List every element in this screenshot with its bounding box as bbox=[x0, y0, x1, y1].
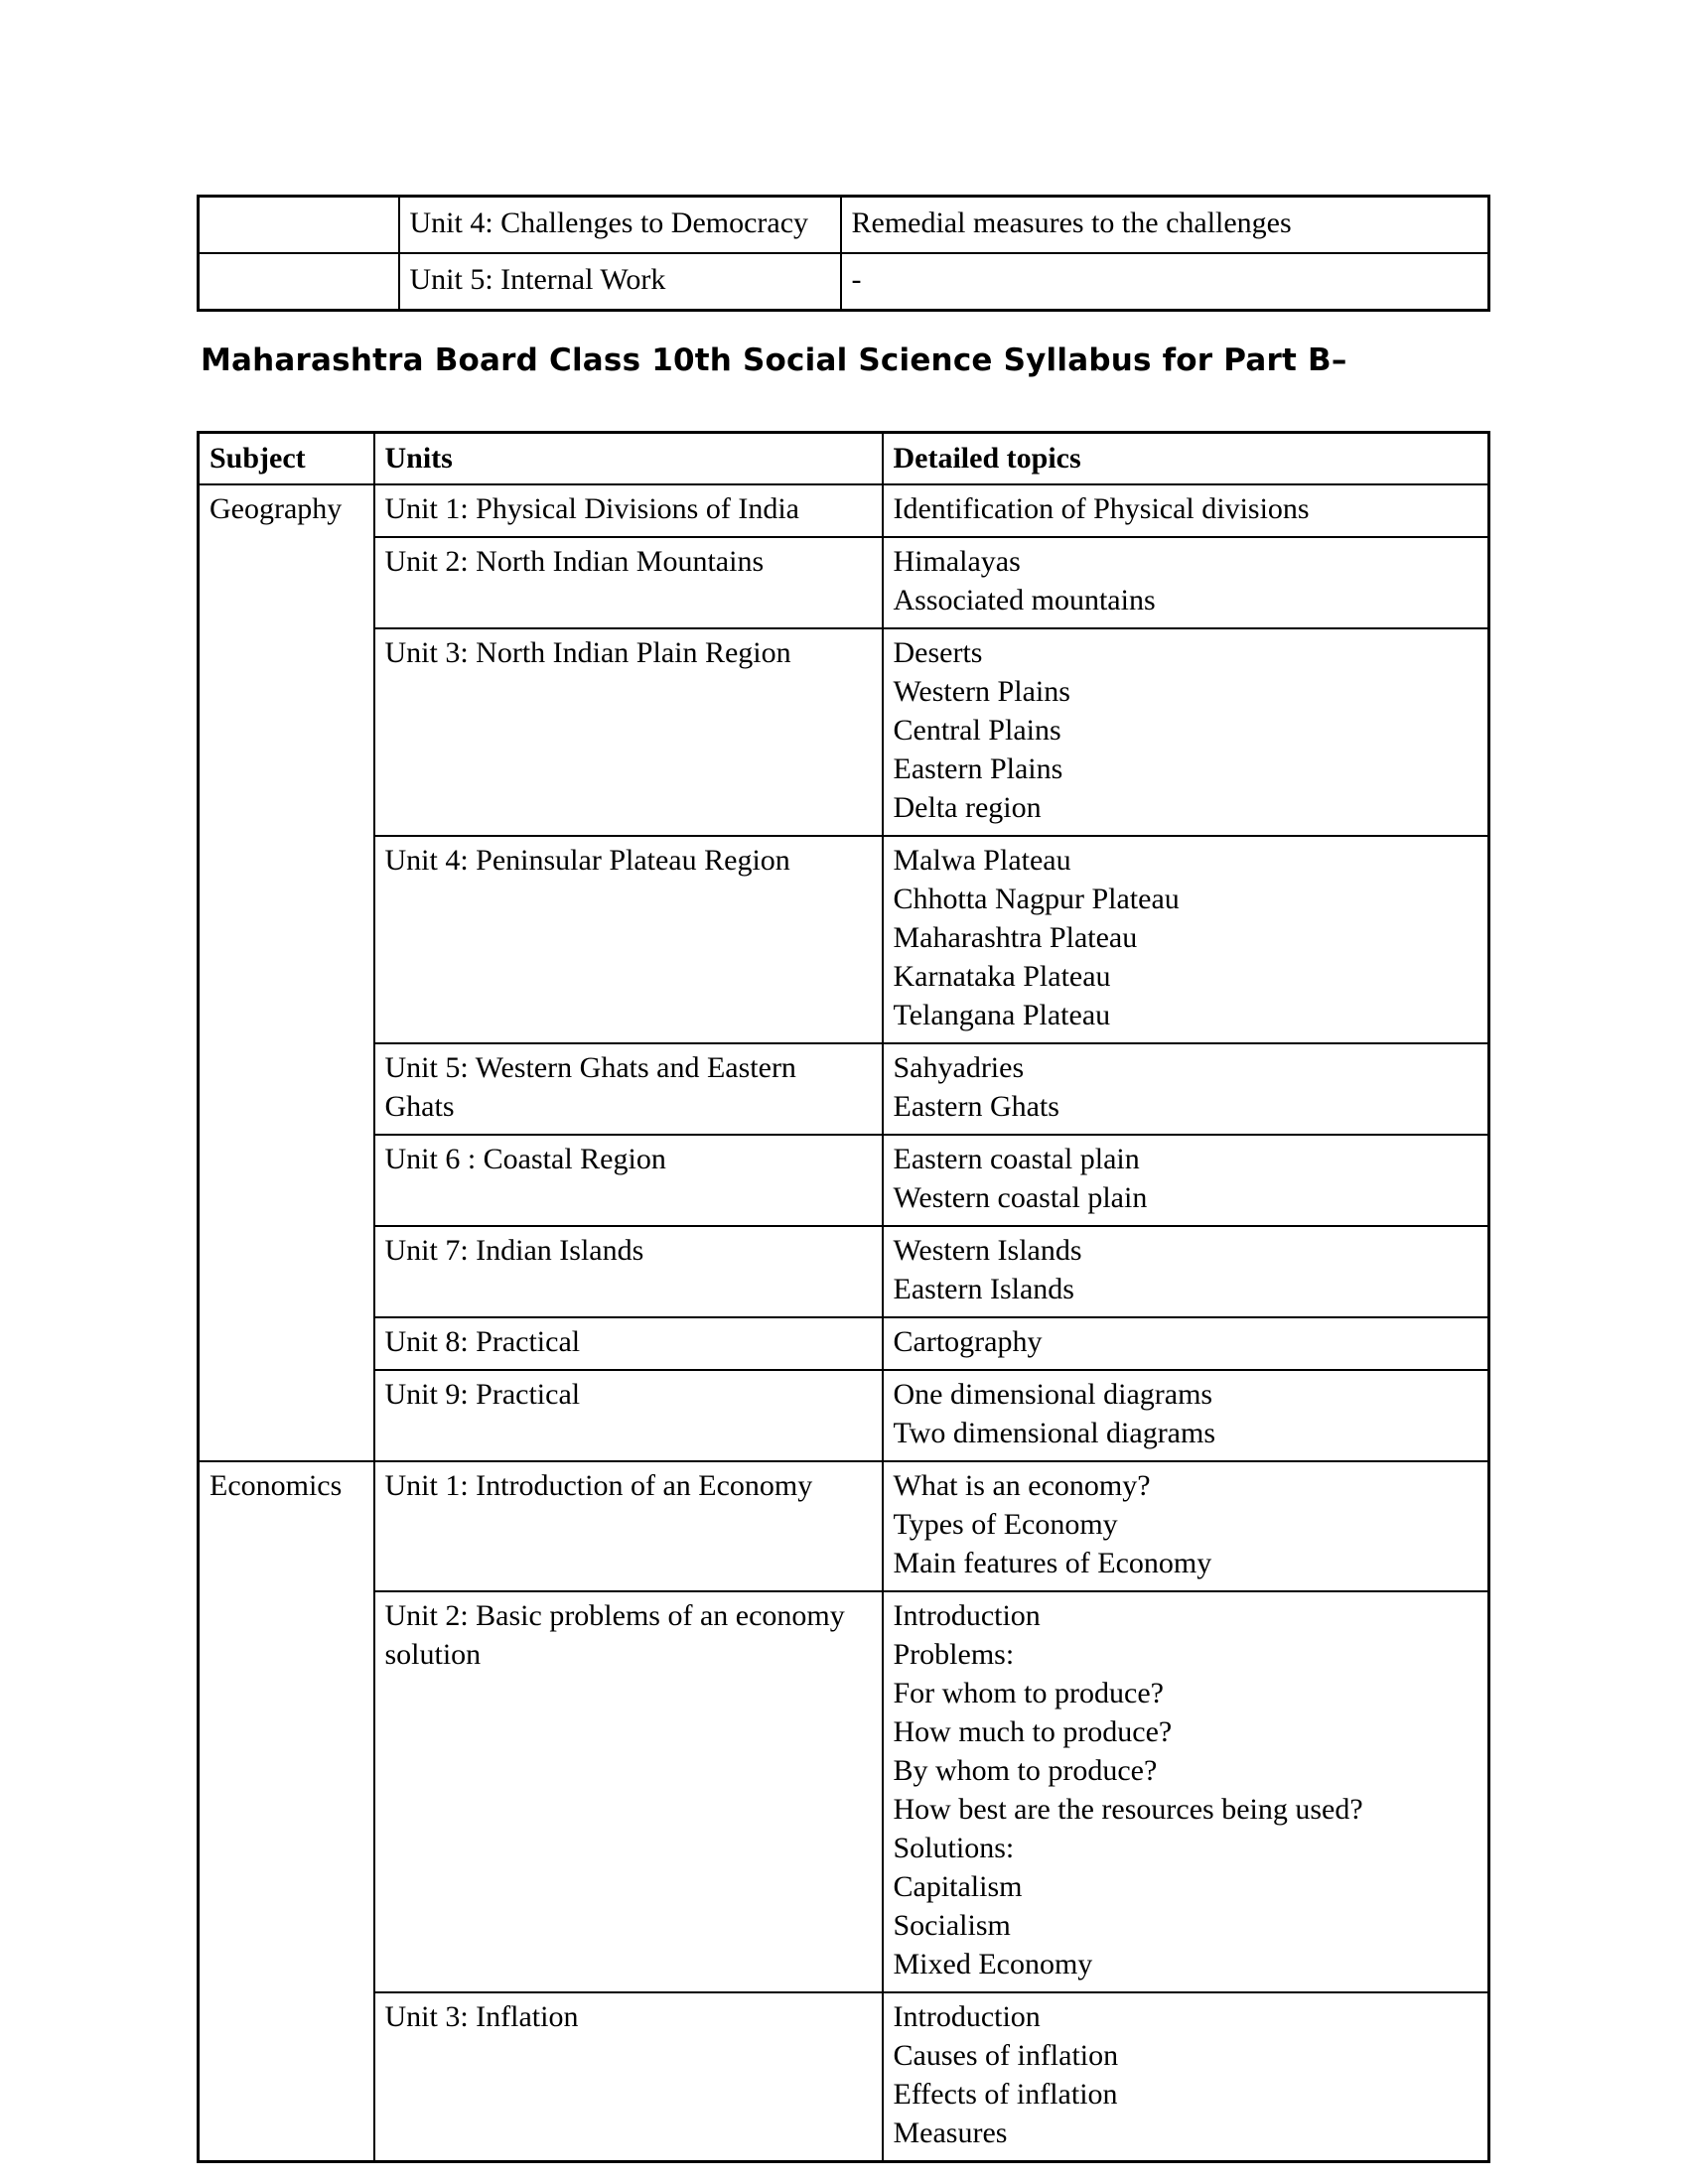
topic-line: How best are the resources being used? bbox=[893, 1793, 1363, 1826]
topic-line: What is an economy? bbox=[893, 1469, 1151, 1502]
syllabus-table bbox=[197, 431, 1490, 2163]
table-row bbox=[199, 1992, 1489, 2162]
topic-line: How much to produce? bbox=[893, 1715, 1173, 1748]
subject-cell bbox=[199, 253, 399, 311]
topic-line: Eastern coastal plain bbox=[893, 1143, 1140, 1175]
subject-cell bbox=[199, 197, 399, 254]
column-header-units: Units bbox=[374, 433, 883, 485]
topic-line: Introduction bbox=[893, 2000, 1041, 2033]
table-row bbox=[199, 1135, 1489, 1226]
unit-cell: Unit 6 : Coastal Region bbox=[374, 1135, 883, 1226]
table-header-row bbox=[199, 433, 1489, 485]
topics-cell: - bbox=[841, 253, 1489, 311]
table-row bbox=[199, 1226, 1489, 1317]
topic-line: Associated mountains bbox=[893, 584, 1156, 616]
topics-cell bbox=[883, 537, 1489, 628]
topic-line: Problems: bbox=[893, 1638, 1015, 1671]
table-row bbox=[199, 197, 1489, 254]
topics-cell bbox=[883, 484, 1489, 537]
table-row bbox=[199, 537, 1489, 628]
topic-line: Types of Economy bbox=[893, 1508, 1118, 1541]
topic-line: Delta region bbox=[893, 791, 1042, 824]
topics-cell bbox=[883, 1043, 1489, 1135]
topic-line: Main features of Economy bbox=[893, 1547, 1212, 1579]
topics-cell bbox=[883, 1370, 1489, 1461]
unit-cell: Unit 5: Western Ghats and Eastern Ghats bbox=[374, 1043, 883, 1135]
topic-line: Capitalism bbox=[893, 1870, 1023, 1903]
column-header-topics: Detailed topics bbox=[883, 433, 1489, 485]
topics-cell bbox=[883, 1317, 1489, 1370]
topic-line: Sahyadries bbox=[893, 1051, 1025, 1084]
continuation-table-body bbox=[199, 197, 1489, 311]
topic-line: Two dimensional diagrams bbox=[893, 1417, 1216, 1449]
unit-cell: Unit 1: Physical Divisions of India bbox=[374, 484, 883, 537]
topic-line: Solutions: bbox=[893, 1832, 1015, 1864]
topic-line: Introduction bbox=[893, 1599, 1041, 1632]
table-row bbox=[199, 253, 1489, 311]
topic-line: Central Plains bbox=[893, 714, 1061, 747]
topic-line: Causes of inflation bbox=[893, 2039, 1119, 2072]
unit-cell: Unit 9: Practical bbox=[374, 1370, 883, 1461]
topic-line: Chhotta Nagpur Plateau bbox=[893, 883, 1180, 915]
unit-cell: Unit 1: Introduction of an Economy bbox=[374, 1461, 883, 1591]
table-row bbox=[199, 1043, 1489, 1135]
table-row bbox=[199, 628, 1489, 836]
topics-cell bbox=[883, 1992, 1489, 2162]
topics-cell bbox=[883, 1461, 1489, 1591]
unit-cell: Unit 2: North Indian Mountains bbox=[374, 537, 883, 628]
table-row bbox=[199, 1591, 1489, 1992]
topic-line: Effects of inflation bbox=[893, 2078, 1118, 2111]
topic-line: Telangana Plateau bbox=[893, 999, 1111, 1031]
topic-line: Mixed Economy bbox=[893, 1948, 1093, 1980]
unit-cell: Unit 3: Inflation bbox=[374, 1992, 883, 2162]
unit-cell: Unit 2: Basic problems of an economy solution bbox=[374, 1591, 883, 1992]
syllabus-table-body bbox=[199, 433, 1489, 2162]
topic-line: Western coastal plain bbox=[893, 1181, 1148, 1214]
topic-line: Eastern Islands bbox=[893, 1273, 1074, 1305]
topic-line: Western Plains bbox=[893, 675, 1070, 708]
table-row bbox=[199, 836, 1489, 1043]
topic-line: Deserts bbox=[893, 636, 983, 669]
topics-cell bbox=[883, 1226, 1489, 1317]
table-row bbox=[199, 484, 1489, 537]
table-row bbox=[199, 1317, 1489, 1370]
topic-line: For whom to produce? bbox=[893, 1677, 1164, 1709]
topics-cell: Remedial measures to the challenges bbox=[841, 197, 1489, 254]
topics-cell bbox=[883, 1591, 1489, 1992]
continuation-table bbox=[197, 195, 1490, 312]
topic-line: Western Islands bbox=[893, 1234, 1082, 1267]
unit-cell: Unit 3: North Indian Plain Region bbox=[374, 628, 883, 836]
subject-cell-economics: Economics bbox=[199, 1461, 374, 2162]
topic-line: Eastern Plains bbox=[893, 752, 1063, 785]
table-row bbox=[199, 1370, 1489, 1461]
table-row bbox=[199, 1461, 1489, 1591]
column-header-subject: Subject bbox=[199, 433, 374, 485]
topic-line: Identification of Physical divisions bbox=[893, 492, 1310, 525]
topic-line: Karnataka Plateau bbox=[893, 960, 1111, 993]
topic-line: Malwa Plateau bbox=[893, 844, 1071, 877]
topic-line: By whom to produce? bbox=[893, 1754, 1158, 1787]
topics-cell bbox=[883, 628, 1489, 836]
topics-cell bbox=[883, 836, 1489, 1043]
topic-line: One dimensional diagrams bbox=[893, 1378, 1213, 1411]
unit-cell: Unit 7: Indian Islands bbox=[374, 1226, 883, 1317]
unit-cell: Unit 4: Peninsular Plateau Region bbox=[374, 836, 883, 1043]
topic-line: Measures bbox=[893, 2116, 1008, 2149]
unit-cell: Unit 5: Internal Work bbox=[399, 253, 841, 311]
topic-line: Socialism bbox=[893, 1909, 1011, 1942]
section-heading: Maharashtra Board Class 10th Social Science Syllabus for Part B– bbox=[201, 342, 1347, 378]
topic-line: Maharashtra Plateau bbox=[893, 921, 1138, 954]
topic-line: Eastern Ghats bbox=[893, 1090, 1059, 1123]
topics-cell bbox=[883, 1135, 1489, 1226]
unit-cell: Unit 8: Practical bbox=[374, 1317, 883, 1370]
topic-line: Himalayas bbox=[893, 545, 1021, 578]
topic-line: Cartography bbox=[893, 1325, 1043, 1358]
subject-cell-geography: Geography bbox=[199, 484, 374, 1461]
unit-cell: Unit 4: Challenges to Democracy bbox=[399, 197, 841, 254]
